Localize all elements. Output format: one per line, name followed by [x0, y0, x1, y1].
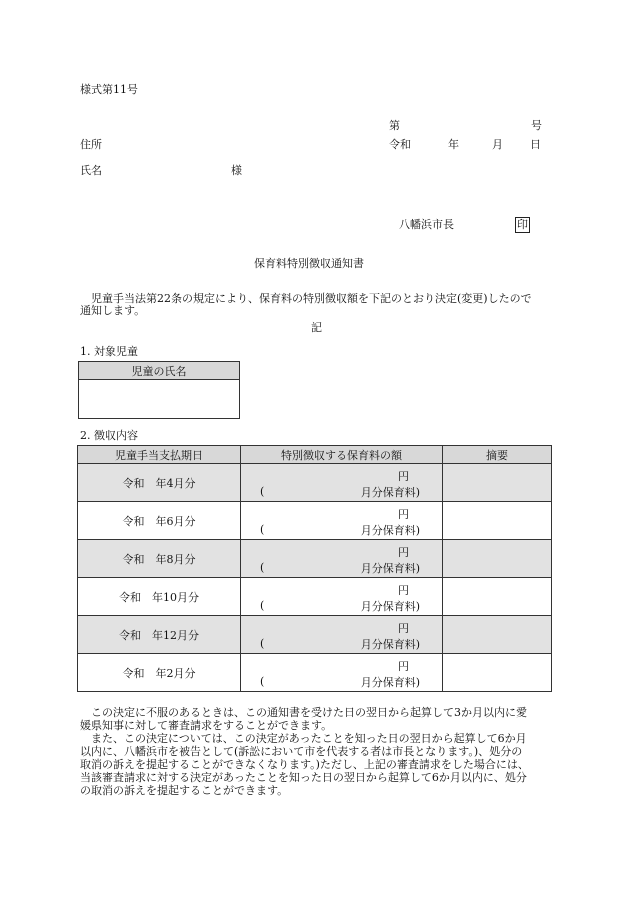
- section2-heading: 2. 徴収内容: [80, 429, 138, 442]
- child-name-header: 児童の氏名: [79, 362, 240, 380]
- appeal-notice: [80, 706, 554, 797]
- yen-label: 円: [398, 508, 409, 521]
- payment-date: 令和 年8月分: [78, 540, 241, 578]
- open-paren: (: [260, 561, 265, 574]
- appeal-line: この決定に不服のあるときは、この通知書を受けた日の翌日から起算して3か月以内に愛: [80, 706, 527, 719]
- honorific: 様: [231, 164, 242, 177]
- table-row: [78, 540, 552, 578]
- appeal-line: 取消の訴えを提起することができなくなります。)ただし、上記の審査請求をした場合には、: [80, 758, 529, 771]
- yen-label: 円: [398, 470, 409, 483]
- section1-heading: 1. 対象児童: [80, 345, 138, 358]
- payment-date: 令和 年6月分: [78, 502, 241, 540]
- month-fee-label: 月分保育料): [360, 486, 420, 499]
- appeal-line: 以内に、八幡浜市を被告として(訴訟において市を代表する者は市長となります。)、処分の: [80, 745, 523, 758]
- intro-line-1: 児童手当法第22条の規定により、保育料の特別徴収額を下記のとおり決定(変更)したので: [80, 292, 532, 305]
- yen-label: 円: [398, 622, 409, 635]
- open-paren: (: [260, 599, 265, 612]
- col-header-amount: 特別徴収する保育料の額: [241, 446, 443, 464]
- yen-label: 円: [398, 584, 409, 597]
- amount-cell[interactable]: [241, 616, 443, 654]
- child-table: [78, 361, 240, 419]
- remarks-cell[interactable]: [443, 540, 552, 578]
- yen-label: 円: [398, 546, 409, 559]
- open-paren: (: [260, 637, 265, 650]
- remarks-cell[interactable]: [443, 578, 552, 616]
- col-header-date: 児童手当支払期日: [78, 446, 241, 464]
- ki-label: 記: [311, 321, 322, 334]
- form-number: 様式第11号: [80, 83, 138, 96]
- intro-line-2: 通知します。: [80, 304, 146, 317]
- date-month: 月: [492, 138, 503, 151]
- amount-cell[interactable]: [241, 540, 443, 578]
- doc-number-prefix: 第: [389, 119, 400, 132]
- month-fee-label: 月分保育料): [360, 562, 420, 575]
- remarks-cell[interactable]: [443, 502, 552, 540]
- payment-date: 令和 年2月分: [78, 654, 241, 692]
- amount-cell[interactable]: [241, 464, 443, 502]
- month-fee-label: 月分保育料): [360, 524, 420, 537]
- date-year: 年: [448, 138, 459, 151]
- doc-number-suffix: 号: [531, 119, 542, 132]
- month-fee-label: 月分保育料): [360, 676, 420, 689]
- table-row: [78, 464, 552, 502]
- payment-date: 令和 年12月分: [78, 616, 241, 654]
- remarks-cell[interactable]: [443, 654, 552, 692]
- document-title: 保育料特別徴収通知書: [254, 257, 364, 270]
- name-label: 氏名: [80, 164, 102, 177]
- open-paren: (: [260, 675, 265, 688]
- remarks-cell[interactable]: [443, 464, 552, 502]
- collection-table: [77, 445, 552, 692]
- amount-cell[interactable]: [241, 502, 443, 540]
- appeal-line: の取消の訴えを提起することができます。: [80, 784, 289, 797]
- remarks-cell[interactable]: [443, 616, 552, 654]
- table-row: [78, 616, 552, 654]
- child-name-cell[interactable]: [79, 380, 240, 419]
- appeal-line: 媛県知事に対して審査請求をすることができます。: [80, 719, 333, 732]
- table-row: [78, 502, 552, 540]
- seal-stamp: 印: [517, 218, 528, 231]
- month-fee-label: 月分保育料): [360, 638, 420, 651]
- table-row: [78, 578, 552, 616]
- date-day: 日: [530, 138, 541, 151]
- payment-date: 令和 年10月分: [78, 578, 241, 616]
- open-paren: (: [260, 485, 265, 498]
- issuer: 八幡浜市長: [399, 218, 454, 231]
- amount-cell[interactable]: [241, 654, 443, 692]
- address-label: 住所: [80, 138, 102, 151]
- appeal-line: 当該審査請求に対する決定があったことを知った日の翌日から起算して6か月以内に、処分: [80, 771, 527, 784]
- table-row: [78, 654, 552, 692]
- date-era: 令和: [389, 138, 411, 151]
- yen-label: 円: [398, 660, 409, 673]
- col-header-remarks: 摘要: [443, 446, 552, 464]
- month-fee-label: 月分保育料): [360, 600, 420, 613]
- payment-date: 令和 年4月分: [78, 464, 241, 502]
- appeal-line: また、この決定については、この決定があったことを知った日の翌日から起算して6か月: [80, 732, 527, 745]
- open-paren: (: [260, 523, 265, 536]
- amount-cell[interactable]: [241, 578, 443, 616]
